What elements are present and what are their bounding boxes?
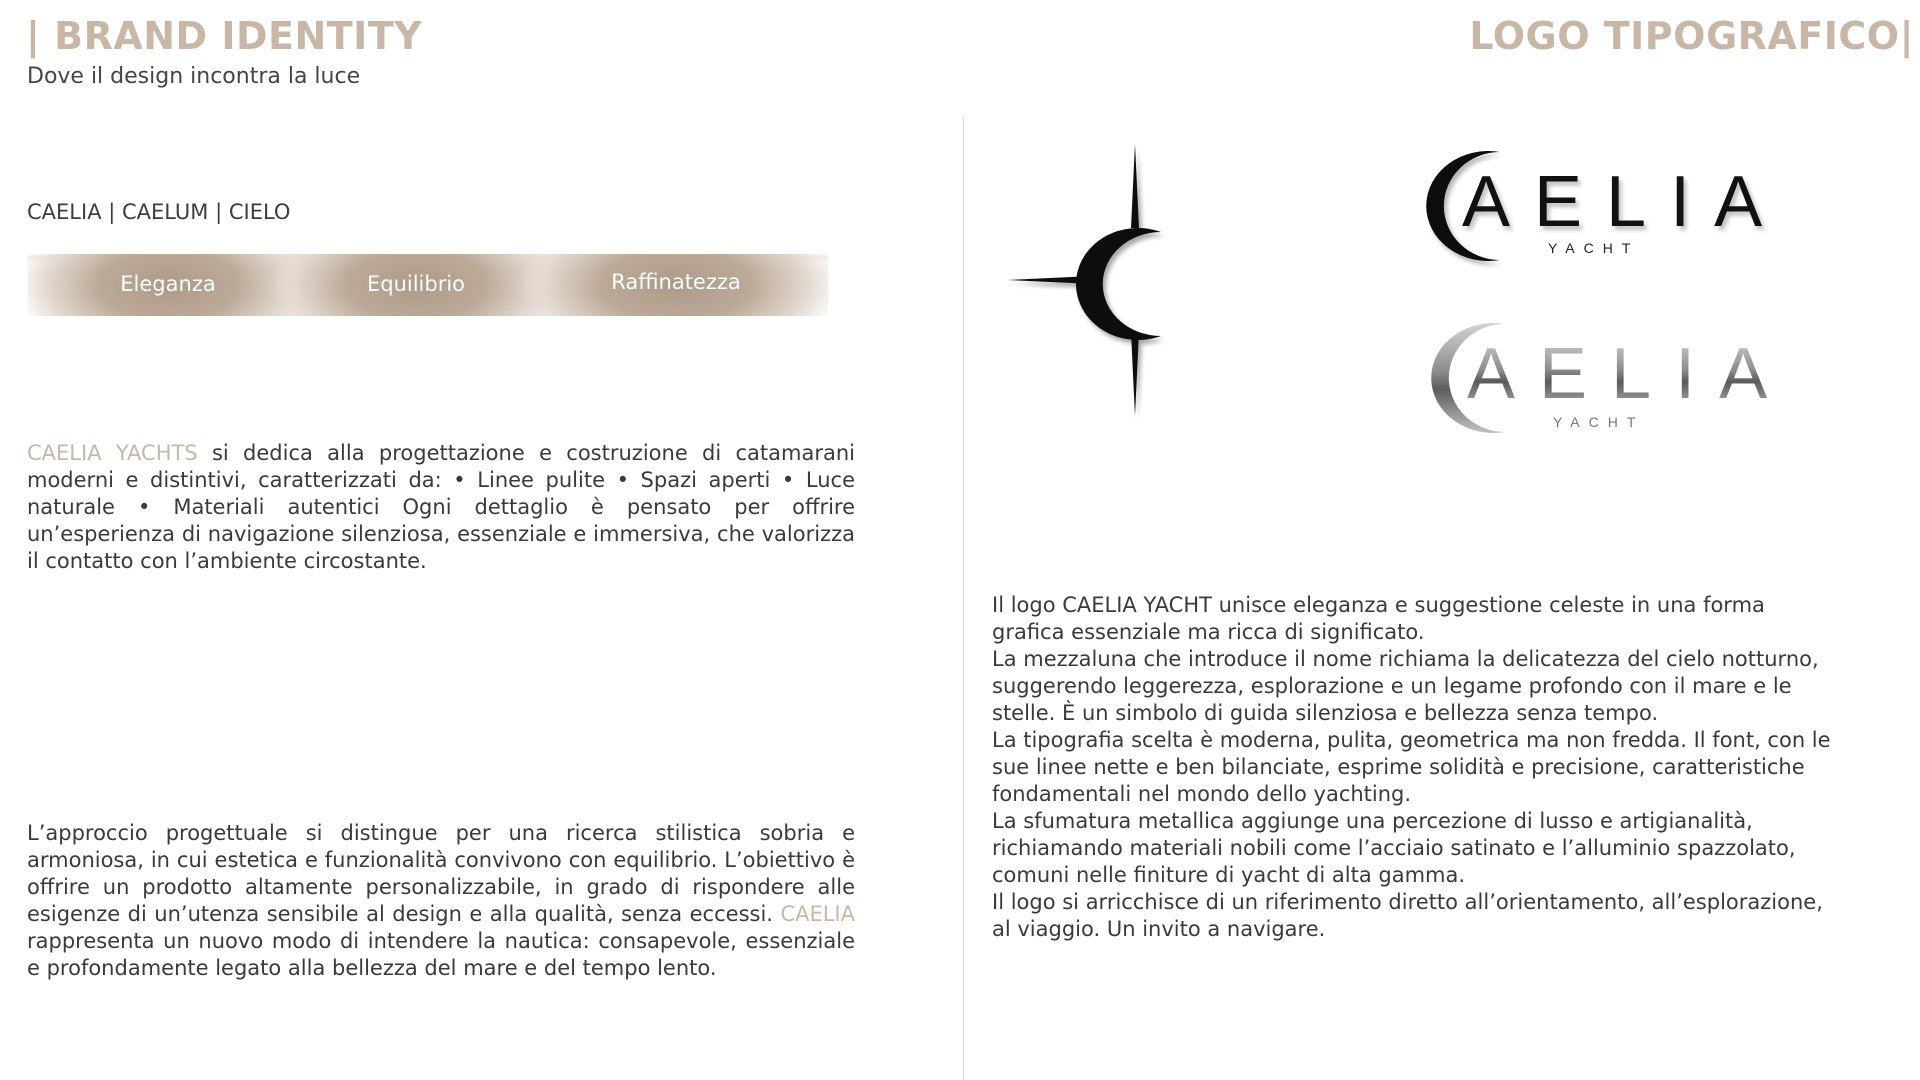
logo-subline: YACHT [1553, 414, 1645, 430]
description-line: Il logo CAELIA YACHT unisce eleganza e suggestione celeste in una forma grafica essenziale ma ricca di significato. [992, 593, 1765, 644]
logo-subline: YACHT [1548, 240, 1640, 256]
description-line: La mezzaluna che introduce il nome richiama la delicatezza del cielo notturno, suggerendo leggerezza, esplorazione e un legame profondo con il mare e le stelle. È un simbolo di guida silenziosa e bellezza senza tempo. [992, 647, 1819, 725]
value-label: Eleganza [120, 272, 216, 296]
value-pill-equilibrio [276, 254, 556, 316]
tagline: Dove il design incontra la luce [27, 64, 361, 89]
value-label: Equilibrio [366, 272, 466, 296]
intro-text: si dedica alla progettazione e costruzione di catamarani moderni e distintivi, caratterizzati da: • Linee pulite • Spazi aperti • Luce naturale • Materiali autentici Ogni dettaglio è pensato per offrire un’esperienza di navigazione silenziosa, essenziale e immersiva, che valorizza il contatto con l’ambiente circostante. [27, 441, 855, 573]
approach-text-before: L’approccio progettuale si distingue per una ricerca stilistica sobria e armoniosa, in cui estetica e funzionalità convivono con equilibrio. L’obiettivo è offrire un prodotto altamente personalizzabile, in grado di rispondere alle esigenze di un’utenza sensibile al design e alla qualità, senza eccessi. [27, 821, 855, 926]
description-line: La tipografia scelta è moderna, pulita, geometrica ma non fredda. Il font, con le sue linee nette e ben bilanciate, esprime solidità e precisione, caratteristiche fondamentali nel mondo dello yachting. [992, 728, 1831, 806]
brand-values-band [28, 254, 828, 316]
approach-paragraph [27, 820, 855, 982]
brand-etymology: CAELIA | CAELUM | CIELO [27, 200, 291, 224]
approach-text-after: rappresenta un nuovo modo di intendere la nautica: consapevole, essenziale e profondamente legato alla bellezza del mare e del tempo lento. [27, 929, 855, 980]
logo-primary [1400, 140, 1787, 270]
value-pill-eleganza [28, 254, 308, 316]
logo-wordmark: AELIA [1462, 162, 1787, 242]
column-divider [963, 116, 964, 1080]
value-pill-raffinatezza [524, 254, 828, 316]
compass-crescent-symbol [1003, 140, 1173, 420]
brand-highlight: CAELIA [780, 902, 855, 926]
logo-wordmark: AELIA [1467, 334, 1792, 414]
intro-paragraph [27, 440, 855, 575]
section-title: | BRAND IDENTITY [26, 14, 423, 58]
brand-highlight: CAELIA YACHTS [27, 441, 198, 465]
value-label: Raffinatezza [611, 270, 741, 294]
logo-description [992, 592, 1832, 943]
description-line: La sfumatura metallica aggiunge una percezione di lusso e artigianalità, richiamando materiali nobili come l’acciaio satinato e l’alluminio spazzolato, comuni nelle finiture di yacht di alta gamma. [992, 809, 1796, 887]
description-line: Il logo si arricchisce di un riferimento diretto all’orientamento, all’esplorazione, al viaggio. Un invito a navigare. [992, 890, 1823, 941]
logo-metallic [1405, 312, 1792, 442]
page-title: LOGO TIPOGRAFICO| [1469, 14, 1914, 58]
